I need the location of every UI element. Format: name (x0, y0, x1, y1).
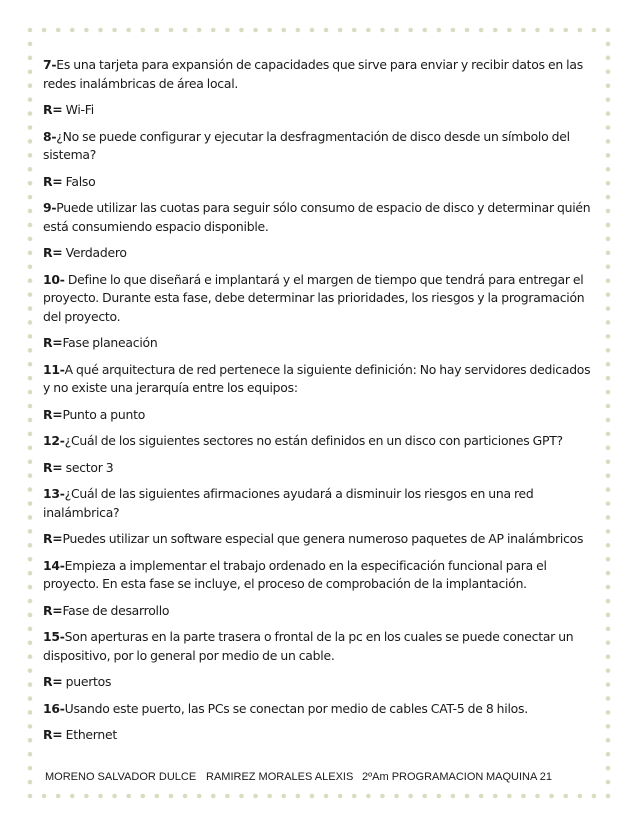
answer-text: Ethernet (62, 727, 118, 742)
border-dot (183, 28, 188, 33)
border-dot (606, 780, 611, 785)
border-dot (549, 794, 554, 799)
border-dot (28, 278, 33, 283)
border-dot (352, 794, 357, 799)
border-dot (606, 724, 611, 729)
border-dot (606, 83, 611, 88)
question-7 (43, 56, 599, 93)
border-dot (28, 473, 33, 478)
border-dot (225, 28, 230, 33)
border-dot (606, 432, 611, 437)
border-dot (28, 668, 33, 673)
border-dot (394, 28, 399, 33)
border-dot (28, 724, 33, 729)
border-dot (28, 42, 33, 47)
border-dot (140, 28, 145, 33)
answer-marker: R= (43, 727, 63, 742)
border-dot (606, 334, 611, 339)
border-dot (84, 28, 89, 33)
border-dot (606, 418, 611, 423)
border-dot (606, 613, 611, 618)
border-dot (352, 28, 357, 33)
border-dot (606, 42, 611, 47)
answer-marker: R= (43, 531, 63, 546)
border-dot (28, 195, 33, 200)
border-dot (28, 585, 33, 590)
border-dot (28, 237, 33, 242)
border-dot (28, 334, 33, 339)
border-dot (606, 223, 611, 228)
border-dot (28, 404, 33, 409)
border-dot (422, 794, 427, 799)
border-dot (112, 28, 117, 33)
border-dot (197, 794, 202, 799)
footer-author-2: RAMIREZ MORALES ALEXIS (206, 771, 354, 783)
question-number: 7- (43, 57, 57, 72)
answer-marker: R= (43, 173, 63, 189)
question-number: 9- (43, 200, 57, 215)
document-body (43, 56, 599, 753)
border-dot (422, 28, 427, 33)
border-dot (606, 376, 611, 381)
question-13 (43, 485, 599, 522)
border-dot (281, 794, 286, 799)
border-dot (28, 223, 33, 228)
border-dot (606, 668, 611, 673)
border-dot (606, 696, 611, 701)
border-dot (606, 209, 611, 214)
border-dot (606, 251, 611, 256)
border-dot (28, 209, 33, 214)
answer-marker: R= (43, 406, 63, 422)
answer-8 (43, 173, 599, 192)
border-dot (606, 794, 611, 799)
border-dot (70, 794, 75, 799)
border-dot (310, 794, 315, 799)
question-number: 16- (43, 700, 65, 716)
border-dot (267, 794, 272, 799)
answer-marker: R= (43, 335, 63, 350)
border-dot (606, 125, 611, 130)
answer-9 (43, 244, 599, 263)
border-dot (606, 28, 611, 33)
border-dot (606, 390, 611, 395)
border-dot (211, 794, 216, 799)
border-dot (28, 125, 33, 130)
border-dot (267, 28, 272, 33)
border-dot (28, 752, 33, 757)
border-dot (380, 794, 385, 799)
border-dot (578, 28, 583, 33)
border-dot (28, 181, 33, 186)
border-dot (42, 794, 47, 799)
answer-text: Fase de desarrollo (62, 602, 170, 618)
border-dot (535, 794, 540, 799)
border-dot (28, 28, 33, 33)
answer-12 (43, 459, 599, 478)
border-dot (324, 794, 329, 799)
border-dot (606, 501, 611, 506)
border-dot (225, 794, 230, 799)
border-dot (310, 28, 315, 33)
question-15 (43, 628, 599, 665)
border-dot (28, 167, 33, 172)
border-dot (465, 28, 470, 33)
border-dot (606, 278, 611, 283)
border-dot (507, 28, 512, 33)
border-dot (606, 306, 611, 311)
border-dot (606, 766, 611, 771)
border-dot (606, 237, 611, 242)
border-dot (606, 641, 611, 646)
border-dot (28, 348, 33, 353)
footer-group: 2ºAm PROGRAMACION (362, 771, 484, 783)
border-dot (155, 794, 160, 799)
border-dot (84, 794, 89, 799)
border-dot (606, 752, 611, 757)
question-number: 11- (43, 361, 65, 377)
border-dot (28, 529, 33, 534)
answer-marker: R= (43, 459, 63, 475)
border-dot (437, 794, 442, 799)
question-text: ¿No se puede configurar y ejecutar la desfragmentación de disco desde un símbolo del sistema? (43, 128, 570, 162)
border-dot (28, 682, 33, 687)
border-dot (28, 599, 33, 604)
question-number: 10- (43, 271, 65, 287)
border-dot (535, 28, 540, 33)
question-8 (43, 128, 599, 165)
border-dot (592, 794, 597, 799)
border-dot (169, 28, 174, 33)
border-dot (56, 794, 61, 799)
border-dot (28, 153, 33, 158)
border-dot (479, 794, 484, 799)
border-dot (211, 28, 216, 33)
border-dot (493, 28, 498, 33)
border-dot (521, 794, 526, 799)
border-dot (606, 627, 611, 632)
footer-machine: MAQUINA 21 (486, 771, 553, 783)
border-dot (126, 28, 131, 33)
answer-15 (43, 673, 599, 692)
question-text: Define lo que diseñará e implantará y el margen de tiempo que tendrá para entregar el proyecto. Durante esta fase, debe determinar las prioridades, los riesgos y la programación del proyecto. (43, 271, 585, 324)
question-text: Empieza a implementar el trabajo ordenado en la especificación funcional para el proyecto. En esta fase se incluye, el proceso de comprobación de la implantación. (43, 557, 547, 591)
border-dot (28, 794, 33, 799)
border-dot (98, 28, 103, 33)
border-dot (28, 696, 33, 701)
border-dot (549, 28, 554, 33)
question-text: A qué arquitectura de red pertenece la siguiente definición: No hay servidores dedicados y no existe una jerarquía entre los equipos: (43, 361, 591, 395)
border-dot (28, 97, 33, 102)
question-text: Usando este puerto, las PCs se conectan por medio de cables CAT-5 de 8 hilos. (64, 700, 528, 716)
border-dot (197, 28, 202, 33)
border-dot (324, 28, 329, 33)
answer-text: Verdadero (62, 245, 127, 260)
answer-text: sector 3 (62, 459, 114, 475)
border-dot (606, 181, 611, 186)
answer-text: Puedes utilizar un software especial que genera numeroso paquetes de AP inalámbricos (62, 531, 584, 546)
question-number: 12- (43, 433, 65, 448)
border-dot (296, 794, 301, 799)
border-dot (281, 28, 286, 33)
border-dot (28, 292, 33, 297)
question-number: 13- (43, 486, 65, 501)
answer-7 (43, 101, 599, 120)
border-dot (28, 571, 33, 576)
border-dot (28, 654, 33, 659)
border-dot (28, 362, 33, 367)
border-dot (606, 585, 611, 590)
border-dot (606, 264, 611, 269)
border-dot (606, 153, 611, 158)
border-dot (606, 348, 611, 353)
answer-11 (43, 406, 599, 425)
border-dot (239, 28, 244, 33)
border-dot (606, 139, 611, 144)
border-dot (253, 28, 258, 33)
border-dot (28, 459, 33, 464)
border-dot (394, 794, 399, 799)
border-dot (253, 794, 258, 799)
border-dot (28, 613, 33, 618)
border-dot (521, 28, 526, 33)
question-text: Puede utilizar las cuotas para seguir sólo consumo de espacio de disco y determinar quién está consumiendo espacio disponible. (43, 200, 591, 234)
border-dot (28, 320, 33, 325)
question-number: 14- (43, 557, 65, 573)
border-dot (183, 794, 188, 799)
border-dot (606, 56, 611, 61)
answer-text: Falso (62, 173, 96, 189)
border-dot (606, 111, 611, 116)
border-dot (437, 28, 442, 33)
answer-text: Punto a punto (62, 406, 146, 422)
question-16 (43, 700, 599, 719)
border-dot (56, 28, 61, 33)
border-dot (592, 28, 597, 33)
border-dot (563, 28, 568, 33)
border-dot (408, 794, 413, 799)
border-dot (239, 794, 244, 799)
question-number: 8- (43, 128, 57, 144)
border-dot (28, 515, 33, 520)
border-dot (451, 28, 456, 33)
answer-10 (43, 334, 599, 353)
border-dot (28, 306, 33, 311)
border-dot (28, 446, 33, 451)
border-dot (140, 794, 145, 799)
answer-14 (43, 602, 599, 621)
border-dot (606, 473, 611, 478)
border-dot (606, 292, 611, 297)
border-dot (578, 794, 583, 799)
border-dot (606, 320, 611, 325)
answer-text: Fase planeación (62, 335, 158, 350)
answer-marker: R= (43, 674, 63, 689)
question-11 (43, 361, 599, 398)
border-dot (493, 794, 498, 799)
border-dot (338, 28, 343, 33)
border-dot (606, 515, 611, 520)
question-number: 15- (43, 629, 65, 644)
border-dot (28, 710, 33, 715)
border-dot (98, 794, 103, 799)
border-dot (606, 682, 611, 687)
question-14 (43, 557, 599, 594)
footer-author-1: MORENO SALVADOR DULCE (45, 771, 197, 783)
question-9 (43, 199, 599, 236)
border-dot (366, 28, 371, 33)
question-text: Son aperturas en la parte trasera o frontal de la pc en los cuales se puede conectar un dispositivo, por lo general por medio de un cable. (43, 629, 574, 663)
answer-marker: R= (43, 245, 63, 260)
border-dot (479, 28, 484, 33)
border-dot (338, 794, 343, 799)
border-dot (28, 487, 33, 492)
border-dot (380, 28, 385, 33)
border-dot (28, 251, 33, 256)
answer-marker: R= (43, 602, 63, 618)
border-dot (606, 362, 611, 367)
border-dot (606, 487, 611, 492)
border-dot (606, 69, 611, 74)
border-dot (28, 390, 33, 395)
border-dot (126, 794, 131, 799)
border-dot (606, 738, 611, 743)
border-dot (606, 97, 611, 102)
border-dot (28, 83, 33, 88)
border-dot (28, 738, 33, 743)
border-dot (366, 794, 371, 799)
border-dot (296, 28, 301, 33)
answer-marker: R= (43, 102, 63, 117)
border-dot (563, 794, 568, 799)
border-dot (28, 418, 33, 423)
border-dot (169, 794, 174, 799)
border-dot (606, 543, 611, 548)
border-dot (28, 139, 33, 144)
answer-text: puertos (62, 674, 112, 689)
border-dot (606, 404, 611, 409)
border-dot (70, 28, 75, 33)
border-dot (606, 557, 611, 562)
border-dot (28, 780, 33, 785)
border-dot (606, 654, 611, 659)
border-dot (606, 529, 611, 534)
question-text: Es una tarjeta para expansión de capacidades que sirve para enviar y recibir datos en las redes inalámbricas de área local. (43, 57, 583, 91)
border-dot (606, 599, 611, 604)
answer-13 (43, 530, 599, 549)
border-dot (606, 446, 611, 451)
border-dot (465, 794, 470, 799)
border-dot (28, 766, 33, 771)
border-dot (28, 627, 33, 632)
border-dot (42, 28, 47, 33)
border-dot (28, 264, 33, 269)
border-dot (155, 28, 160, 33)
border-dot (28, 376, 33, 381)
answer-text: Wi-Fi (62, 102, 94, 117)
border-dot (28, 111, 33, 116)
question-text: ¿Cuál de las siguientes afirmaciones ayudará a disminuir los riesgos en una red inalámbrica? (43, 486, 534, 520)
border-dot (28, 557, 33, 562)
border-dot (28, 641, 33, 646)
answer-16 (43, 726, 599, 745)
border-dot (606, 571, 611, 576)
border-dot (606, 195, 611, 200)
border-dot (28, 501, 33, 506)
border-dot (28, 69, 33, 74)
border-dot (606, 167, 611, 172)
border-dot (28, 56, 33, 61)
border-dot (507, 794, 512, 799)
border-dot (606, 710, 611, 715)
border-dot (28, 543, 33, 548)
border-dot (112, 794, 117, 799)
border-dot (451, 794, 456, 799)
border-dot (28, 432, 33, 437)
border-dot (606, 459, 611, 464)
question-10 (43, 271, 599, 327)
question-12 (43, 432, 599, 451)
question-text: ¿Cuál de los siguientes sectores no están definidos en un disco con particiones GPT? (64, 433, 563, 448)
border-dot (408, 28, 413, 33)
